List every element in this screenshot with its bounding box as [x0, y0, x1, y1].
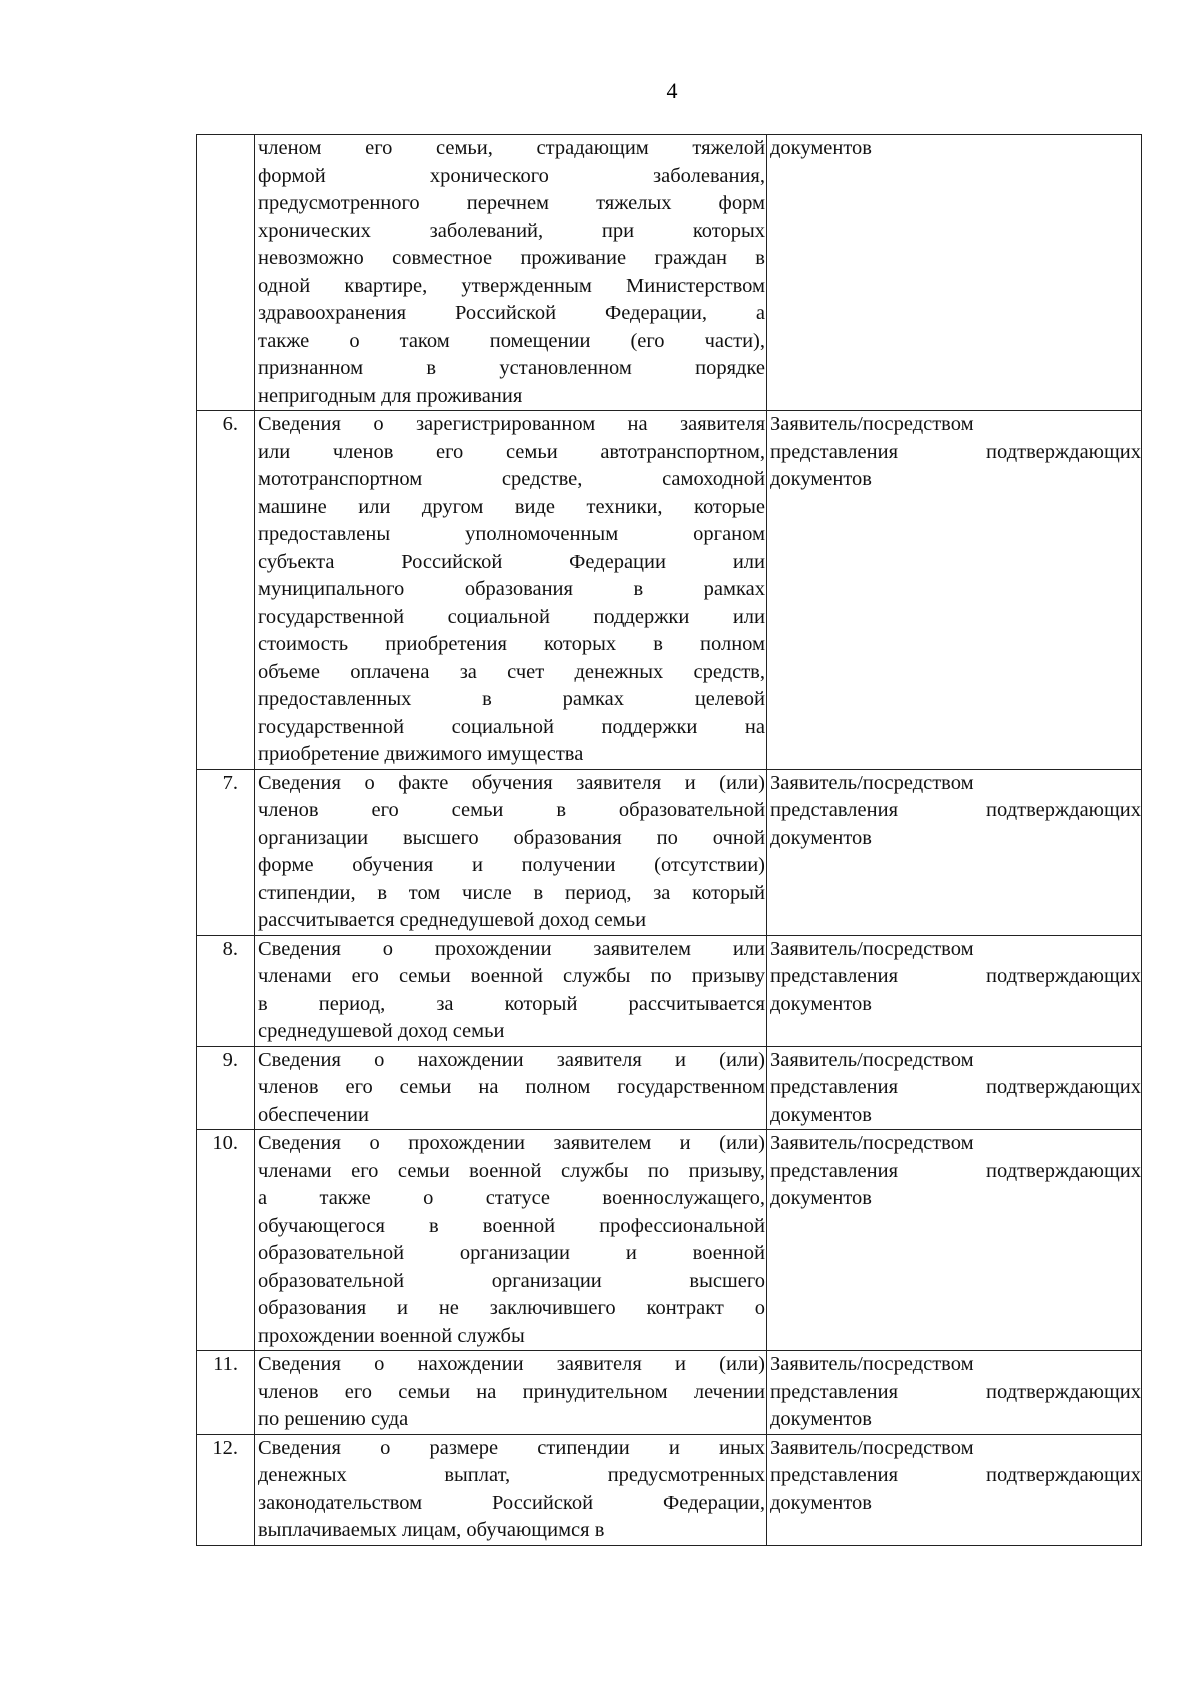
- description-line: предоставлены уполномоченным органом: [258, 523, 765, 545]
- description-line: форме обучения и получении (отсутствии): [258, 854, 765, 876]
- source-line: Заявитель/посредством: [770, 1436, 974, 1459]
- information-source-cell: [767, 935, 1142, 1046]
- document-table: [196, 134, 1142, 1546]
- description-line: стоимость приобретения которых в полном: [258, 633, 765, 655]
- description-line: прохождении военной службы: [258, 1324, 525, 1347]
- description-line: предоставленных в рамках целевой: [258, 688, 765, 710]
- source-line: Заявитель/посредством: [770, 1132, 974, 1154]
- page-number: 4: [666, 78, 678, 103]
- description-line: образовательной организации высшего: [258, 1269, 765, 1292]
- description-line: рассчитывается среднедушевой доход семьи: [258, 909, 647, 931]
- description-line: членов его семьи на принудительном лечении: [258, 1380, 765, 1403]
- description-line: невозможно совместное проживание граждан в: [258, 247, 765, 269]
- description-line: признанном в установленном порядке: [258, 357, 765, 379]
- source-line: представления подтверждающих: [770, 1464, 1141, 1486]
- row-number: 9.: [197, 1046, 255, 1130]
- source-line: представления подтверждающих: [770, 965, 1141, 987]
- description-line: образования и не заключившего контракт о: [258, 1297, 765, 1319]
- description-line: приобретение движимого имущества: [258, 743, 584, 765]
- description-line: организации высшего образования по очной: [258, 826, 765, 849]
- table-row: [197, 769, 1142, 935]
- row-number: 7.: [197, 769, 255, 935]
- row-number: 10.: [197, 1130, 255, 1351]
- source-line: Заявитель/посредством: [770, 771, 974, 794]
- information-description-cell: [255, 411, 767, 770]
- row-number: 12.: [197, 1434, 255, 1545]
- description-line: Сведения о нахождении заявителя и (или): [258, 1048, 765, 1071]
- description-line: также о таком помещении (его части),: [258, 329, 765, 352]
- source-line: документов: [770, 826, 872, 849]
- description-line: членом его семьи, страдающим тяжелой: [258, 137, 765, 159]
- information-source-cell: [767, 135, 1142, 411]
- description-line: предусмотренного перечнем тяжелых форм: [258, 192, 765, 214]
- table-row: [197, 1434, 1142, 1545]
- description-line: субъекта Российской Федерации или: [258, 550, 765, 573]
- description-line: обеспечении: [258, 1103, 369, 1126]
- description-line: среднедушевой доход семьи: [258, 1020, 505, 1042]
- row-number: [197, 135, 255, 411]
- source-line: Заявитель/посредством: [770, 1353, 974, 1375]
- information-source-cell: [767, 1434, 1142, 1545]
- table-row: [197, 935, 1142, 1046]
- source-line: документов: [770, 137, 872, 159]
- source-line: представления подтверждающих: [770, 1076, 1141, 1098]
- source-line: документов: [770, 468, 872, 490]
- description-line: членов его семьи на полном государственном: [258, 1076, 765, 1098]
- description-line: формой хронического заболевания,: [258, 164, 765, 187]
- description-line: Сведения о размере стипендии и иных: [258, 1436, 765, 1459]
- description-line: выплачиваемых лицам, обучающимся в: [258, 1519, 605, 1541]
- information-description-cell: [255, 1434, 767, 1545]
- row-number: 6.: [197, 411, 255, 770]
- description-line: хронических заболеваний, при которых: [258, 219, 765, 242]
- information-description-cell: [255, 1351, 767, 1435]
- description-line: или членов его семьи автотранспортном,: [258, 440, 765, 463]
- table-row: [197, 1046, 1142, 1130]
- description-line: образовательной организации и военной: [258, 1242, 765, 1264]
- information-description-cell: [255, 1046, 767, 1130]
- source-line: представления подтверждающих: [770, 799, 1141, 821]
- information-source-cell: [767, 1046, 1142, 1130]
- row-number: 8.: [197, 935, 255, 1046]
- source-line: Заявитель/посредством: [770, 413, 974, 435]
- table-row: [197, 135, 1142, 411]
- information-source-cell: [767, 769, 1142, 935]
- description-line: непригодным для проживания: [258, 384, 523, 407]
- information-description-cell: [255, 769, 767, 935]
- information-description-cell: [255, 1130, 767, 1351]
- source-line: документов: [770, 1103, 872, 1126]
- description-line: государственной социальной поддержки на: [258, 715, 765, 738]
- table-row: [197, 411, 1142, 770]
- description-line: обучающегося в военной профессиональной: [258, 1214, 765, 1237]
- description-line: законодательством Российской Федерации,: [258, 1491, 765, 1514]
- information-description-cell: [255, 935, 767, 1046]
- description-line: членами его семьи военной службы по призыву,: [258, 1159, 765, 1182]
- document-table-body: [197, 135, 1142, 1546]
- description-line: объеме оплачена за счет денежных средств,: [258, 660, 765, 683]
- information-source-cell: [767, 1130, 1142, 1351]
- description-line: по решению суда: [258, 1408, 409, 1430]
- description-line: членами его семьи военной службы по призыву: [258, 965, 765, 987]
- description-line: машине или другом виде техники, которые: [258, 495, 765, 518]
- source-line: Заявитель/посредством: [770, 937, 974, 960]
- source-line: представления подтверждающих: [770, 1159, 1141, 1182]
- source-line: документов: [770, 1187, 872, 1209]
- description-line: стипендии, в том числе в период, за который: [258, 881, 765, 904]
- description-line: Сведения о зарегистрированном на заявителя: [258, 413, 765, 435]
- description-line: Сведения о прохождении заявителем и (или): [258, 1132, 765, 1154]
- table-row: [197, 1351, 1142, 1435]
- source-line: документов: [770, 1408, 872, 1430]
- source-line: представления подтверждающих: [770, 1380, 1141, 1403]
- source-line: представления подтверждающих: [770, 440, 1141, 463]
- description-line: Сведения о факте обучения заявителя и (или): [258, 771, 765, 794]
- source-line: документов: [770, 992, 872, 1015]
- description-line: одной квартире, утвержденным Министерством: [258, 274, 765, 297]
- description-line: денежных выплат, предусмотренных: [258, 1464, 765, 1486]
- table-row: [197, 1130, 1142, 1351]
- description-line: в период, за который рассчитывается: [258, 992, 765, 1015]
- description-line: здравоохранения Российской Федерации, а: [258, 302, 765, 324]
- description-line: муниципального образования в рамках: [258, 578, 765, 600]
- information-source-cell: [767, 1351, 1142, 1435]
- information-description-cell: [255, 135, 767, 411]
- source-line: Заявитель/посредством: [770, 1048, 974, 1071]
- description-line: Сведения о прохождении заявителем или: [258, 937, 765, 960]
- description-line: а также о статусе военнослужащего,: [258, 1187, 765, 1209]
- source-line: документов: [770, 1491, 872, 1514]
- description-line: Сведения о нахождении заявителя и (или): [258, 1353, 765, 1375]
- row-number: 11.: [197, 1351, 255, 1435]
- information-source-cell: [767, 411, 1142, 770]
- description-line: государственной социальной поддержки или: [258, 605, 765, 628]
- description-line: членов его семьи в образовательной: [258, 799, 765, 821]
- description-line: мототранспортном средстве, самоходной: [258, 468, 765, 490]
